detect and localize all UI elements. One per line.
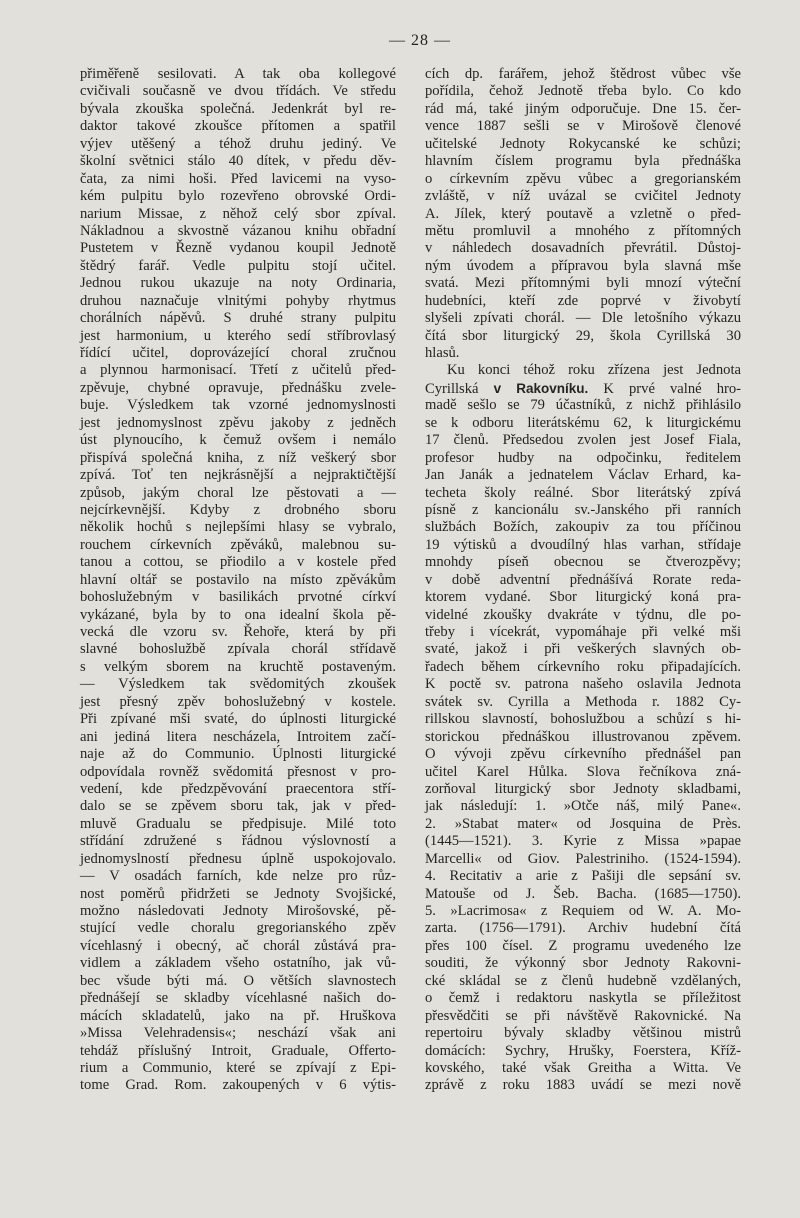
text-line: — Výsledkem tak svědomitých zkoušek: [80, 676, 396, 693]
text-line: o čemž i redaktoru naskytla se příležitost: [425, 990, 741, 1007]
text-line: jednomyslností přednesu úplně uspokojovalo.: [80, 850, 396, 867]
text-line: daktor takové zkoušce přítomen a spatřil: [80, 118, 396, 135]
text-line: přispívá společná kniha, z níž veškerý sbor: [80, 449, 396, 466]
text-line: školní světnici stálo 40 dítek, v předu děv-: [80, 153, 396, 170]
text-line: vecká dle vzoru sv. Řehoře, která by při: [80, 624, 396, 640]
text-line: (1445—1521). 3. Kyrie z Missa »papae: [425, 833, 741, 850]
text-line: učitel Karel Hůlka. Slova řečníkova zná-: [425, 763, 741, 780]
text-line: nejcírkevnější. Kdyby z drobného sboru: [80, 501, 396, 518]
text-line: — V osadách farních, kde nelze pro růz-: [80, 868, 396, 885]
text-line: cích dp. farářem, jehož štědrost vůbec vše: [425, 66, 741, 82]
text-line: narium Missae, z něhož celý sbor zpíval.: [80, 205, 396, 222]
page-number: — 28 —: [389, 32, 451, 49]
text-line: Jan Janák a jednatelem Václav Erhard, ka-: [425, 467, 741, 484]
text-line: zvláště, v níž uvázal se cvičitel Jednoty: [425, 188, 741, 205]
text-line: hudebníci, kteří zde poprvé v živobytí: [425, 292, 741, 309]
text-line: dalo se se zpěvem sboru tak, jak v před-: [80, 798, 396, 815]
text-line: kovského, také však Greitha a Witta. Ve: [425, 1059, 741, 1076]
text-line: slavné bohoslužbě zpívala chorál střídavě: [80, 641, 396, 658]
text-segment: Cyrillská: [425, 380, 494, 397]
text-line: učitelské Jednoty Rokycanské ke schůzi;: [425, 135, 741, 152]
text-line: výjev utěšený a téhož druhu jediný. Ve: [80, 135, 396, 152]
text-line: buje. Výsledkem tak vzorné jednomyslnosti: [80, 397, 396, 414]
text-line: nost poměrů přidržeti se Jednoty Svojšické,: [80, 885, 396, 902]
text-line: mnohdy píseň obecnou se čtverozpěvy;: [425, 554, 741, 571]
text-line: službách Božích, zakoupiv za tou příčinou: [425, 519, 741, 536]
text-line: cvičivali současně ve dvou třídách. Ve středu: [80, 83, 396, 100]
text-line: řadech během církevního roku připadajících.: [425, 658, 741, 675]
text-line: bec všude býti má. O větších slavnostech: [80, 972, 396, 989]
text-line: přes 100 čísel. Z programu uvedeného lze: [425, 937, 741, 954]
text-line: jak následují: 1. »Otče náš, milý Pane«.: [425, 798, 741, 815]
text-line: rium a Communio, které se zpívají z Epi-: [80, 1059, 396, 1076]
text-line: písně z kancionálu sv.-Janského při ranních: [425, 501, 741, 518]
text-line: domácích: Sychry, Hrušky, Foerstera, Kříž-: [425, 1042, 741, 1059]
text-line: rouchem církevních zpěváků, malebnou su-: [80, 536, 396, 553]
text-line: K poctě sv. patrona našeho oslavila Jednota: [425, 676, 741, 693]
text-line: tanou a cottou, se přiodilo a v kostele před: [80, 554, 396, 571]
text-line: svatá. Mezi přítomnými byli mnozí výteční: [425, 275, 741, 292]
text-line: ktorem vydané. Sbor liturgický koná pra-: [425, 589, 741, 606]
text-line: a plynnou harmonisací. Třetí z učitelů před-: [80, 362, 396, 379]
text-line: mluvě Gradualu se předpisuje. Milé toto: [80, 815, 396, 832]
text-line: čata, za nimi hoši. Před lavicemi na vyso-: [80, 170, 396, 187]
text-line: techeta školy reálné. Sbor literátský zpívá: [425, 484, 741, 501]
text-line: Matouše od J. Šeb. Bacha. (1685—1750).: [425, 885, 741, 902]
text-line: ným úvodem a přípravou byla slavná mše: [425, 257, 741, 274]
text-line: cké skládal se z členů hudebně vzdělaných,: [425, 972, 741, 989]
text-line: Marcelli« od Giov. Palestriniho. (1524-1594).: [425, 850, 741, 867]
text-line: vidlem a základem všeho ostatního, jak vů-: [80, 955, 396, 972]
right-column: [425, 66, 741, 1095]
left-column: [80, 66, 396, 1095]
text-line: čítá sbor liturgický 29, škola Cyrillská 30: [425, 327, 741, 344]
text-line: v náhledech dosavadních převrátil. Důstoj-: [425, 240, 741, 257]
text-line: rád má, také jiným odporučuje. Dne 15. čer-: [425, 100, 741, 117]
text-line: 5. »Lacrimosa« z Requiem od W. A. Mo-: [425, 903, 741, 919]
text-line: hlasů.: [425, 345, 460, 361]
text-line: jest jednomyslnost zpěvu jakoby z jedněch: [80, 414, 396, 431]
text-line: chorálních nápěvů. S druhé strany pulpitu: [80, 310, 396, 327]
text-line: úst plynoucího, k čemuž ovšem i nemálo: [80, 432, 396, 449]
text-line: naje až do Communio. Úplnosti liturgické: [80, 746, 396, 763]
text-line: druhou naznačuje vlnitými pohyby rhytmus: [80, 292, 396, 309]
text-line: Ku konci téhož roku zřízena jest Jednota: [447, 362, 741, 379]
text-line: 2. »Stabat mater« od Josquina de Près.: [425, 815, 741, 832]
text-line: s velkým sborem na kruchtě postaveným.: [80, 658, 396, 675]
text-line: vícehlasný i obecný, ač chorál zůstává pra-: [80, 937, 396, 954]
text-line: Jednou rukou ukazuje na noty Ordinaria,: [80, 275, 396, 292]
text-line: bývala zkouška společná. Jedenkrát byl re-: [80, 100, 396, 117]
text-line: »Missa Velehradensis«; neschází však ani: [80, 1025, 396, 1042]
text-line: videlné zkoušky dvakráte v týdnu, dle po-: [425, 606, 741, 623]
text-line: vence 1887 sešli se v Mirošově členové: [425, 118, 741, 135]
text-line: střídání združené s řádnou výslovností a: [80, 833, 396, 850]
text-line: tehdáž příslušný Introit, Graduale, Offerto-: [80, 1042, 396, 1059]
text-line: zorňoval liturgický sbor Jednoty skladbami,: [425, 780, 741, 797]
text-line: souditi, že výkonný sbor Jednoty Rakovni-: [425, 955, 741, 972]
text-line: kém pulpitu bylo rozevřeno obrovské Ordi-: [80, 188, 396, 205]
text-line: hlavní oltář se postavilo na místo zpěvákům: [80, 571, 396, 588]
text-line: madě sešlo se 79 účastníků, z nichž přihlásilo: [425, 397, 741, 414]
text-line: možno následovati Jednoty Mirošovské, pě-: [80, 903, 396, 919]
text-line: 19 výtisků a dvoudílný hlas varhan, střídaje: [425, 536, 741, 553]
text-line: svátek sv. Cyrilla a Methoda r. 1882 Cy-: [425, 693, 741, 710]
text-line: 17 členů. Předsedou zvolen jest Josef Fiala,: [425, 432, 741, 449]
text-line: pořídila, čehož Jednotě třeba bylo. Co kdo: [425, 83, 741, 100]
text-line: v době adventní přednášívá Rorate reda-: [425, 571, 741, 588]
text-line: vedení, kde předzpěvování praecentora stří-: [80, 780, 396, 797]
text-line: vykázané, byla by to ona idealní škola pě-: [80, 606, 396, 623]
text-line: tome Grad. Rom. zakoupených v 6 výtis-: [80, 1077, 396, 1094]
text-line: zprávě z roku 1883 uvádí se mezi nově: [425, 1077, 741, 1094]
text-line: storickou přednáškou illustrovanou zpěvem.: [425, 728, 741, 745]
text-line: stující vedle choralu gregorianského zpěv: [80, 920, 396, 937]
text-line: způsob, jakým choral lze pěstovati a —: [80, 484, 396, 501]
text-line: přesvědčiti se při návštěvě Rakovnické. Na: [425, 1007, 741, 1024]
text-line: odpovídala rovněž svědomitá přesnost v pro-: [80, 763, 396, 780]
text-line: rillskou slavností, bohoslužbou a schůzí s hi-: [425, 711, 741, 728]
text-line: zarta. (1756—1791). Archiv hudební čítá: [425, 920, 741, 937]
text-line: štědrý farář. Vedle pulpitu stojí učitel.: [80, 257, 396, 274]
text-line: Při zpívané mši svaté, do úplnosti liturgické: [80, 711, 396, 728]
text-line: svaté, jakož i při veškerých slavných ob-: [425, 641, 741, 658]
text-line: Nákladnou a skvostně vázanou knihu obřadní: [80, 222, 396, 239]
text-line: zpívá. Toť ten nejkrásnější a nejpraktičtější: [80, 467, 396, 484]
text-line: [425, 380, 741, 397]
text-line: 4. Recitativ a arie z Pašiji dle sepsání sv.: [425, 868, 741, 885]
text-line: A. Jílek, který poutavě a vzletně o před-: [425, 205, 741, 222]
emphasized-place-name: v Rakovníku.: [493, 380, 589, 396]
text-line: slyšeli zpívati chorál. — Dle letošního výkazu: [425, 310, 741, 327]
text-line: o církevním zpěvu vůbec a gregorianském: [425, 170, 741, 187]
text-line: ani jediná litera nescházela, Introitem začí-: [80, 728, 396, 745]
text-line: bohoslužebným v basilikách prvotné církví: [80, 589, 396, 606]
text-line: hlavním číslem programu byla přednáška: [425, 153, 741, 170]
text-line: řídící učitel, doprovázející choral zručnou: [80, 345, 396, 361]
text-line: mácích skladatelů, jako na př. Hruškova: [80, 1007, 396, 1024]
text-line: O vývoji zpěvu církevního přednášel pan: [425, 746, 741, 763]
text-line: přednášejí se skladby vícehlasné našich do-: [80, 990, 396, 1007]
text-line: repertoiru bývaly skladby většinou mistrů: [425, 1025, 741, 1042]
text-line: se k odboru literátskému 62, k liturgickému: [425, 414, 741, 431]
text-line: jest harmonium, u kterého sedí stříbrovlasý: [80, 327, 396, 344]
text-line: třeby i vícekrát, vypomáhaje při velké mši: [425, 624, 741, 640]
text-line: zpěvuje, chybné opravuje, přednášku zvele-: [80, 379, 396, 396]
text-line: přiměřeně sesilovati. A tak oba kollegové: [80, 66, 396, 82]
text-line: mětu promluvil a mnohého z přítomných: [425, 222, 741, 239]
text-line: Pustetem v Řezně vydanou koupil Jednotě: [80, 240, 396, 257]
text-line: profesor hudby na odpočinku, ředitelem: [425, 449, 741, 466]
text-segment: K prvé valné hro-: [588, 380, 742, 397]
text-line: několik hochů s nejlepšími hlasy se vybralo,: [80, 519, 396, 536]
text-line: jest přesný zpěv bohoslužebný v kostele.: [80, 693, 396, 710]
